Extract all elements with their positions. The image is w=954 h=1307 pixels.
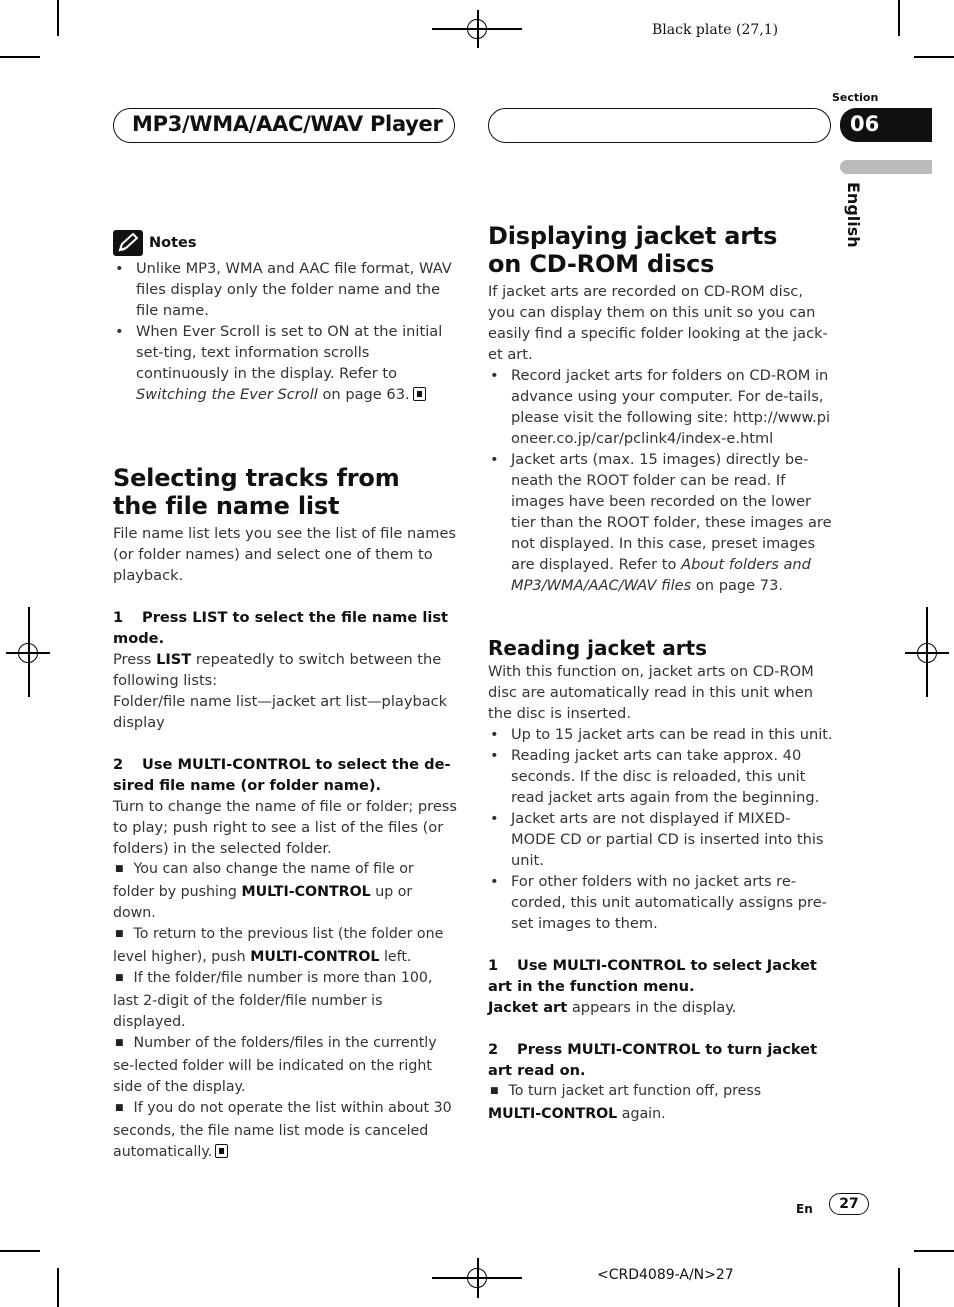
subsection-heading: Reading jacket arts	[488, 636, 708, 660]
crop-mark	[898, 0, 900, 36]
document-code: <CRD4089-A/N>27	[597, 1267, 734, 1283]
bullet-list	[488, 724, 833, 934]
section-heading: Displaying jacket arts on CD-ROM discs	[488, 222, 778, 278]
end-mark-icon	[215, 1144, 228, 1158]
crop-mark	[0, 56, 40, 58]
step-body: Press LIST repeatedly to switch between the following lists:	[113, 651, 442, 689]
crop-mark	[914, 56, 954, 58]
tip-item: ■ You can also change the name of file or folder by pushing MULTI-CONTROL up or down.	[113, 859, 458, 924]
step-body-lists: Folder/file name list—jacket art list—playback display	[113, 693, 448, 731]
end-mark-icon	[413, 387, 426, 401]
section-label: Section	[832, 91, 879, 104]
language-label: English	[844, 182, 863, 248]
section-number: 06	[850, 112, 880, 136]
left-column	[113, 230, 458, 1163]
tip-item: ■ If you do not operate the list within about 30 seconds, the file name list mode is canceled automatically.	[113, 1098, 458, 1163]
crop-mark	[0, 1250, 40, 1252]
step-heading: 1 Press LIST to select the file name list mode.	[113, 609, 449, 647]
tip-item: ■ If the folder/file number is more than 100, last 2-digit of the folder/file number is displayed.	[113, 968, 458, 1033]
step-heading: 2 Use MULTI-CONTROL to select the de-sired file name (or folder name).	[113, 756, 451, 794]
pencil-icon	[113, 230, 143, 256]
language-tab-bar	[840, 160, 932, 174]
header-blank-pill	[488, 108, 831, 143]
section-number-tab	[840, 108, 932, 142]
crop-mark	[914, 1250, 954, 1252]
step-body: Turn to change the name of file or folder; press to play; push right to see a list of the files (or folders) in the selected folder.	[113, 798, 458, 857]
tip-item: ■ To return to the previous list (the folder one level higher), push MULTI-CONTROL left.	[113, 924, 458, 968]
tip-item: ■ To turn jacket art function off, press MULTI-CONTROL again.	[488, 1081, 833, 1125]
page-number: 27	[829, 1193, 869, 1215]
intro-text: With this function on, jacket arts on CD-ROM disc are automatically read in this unit when the disc is inserted.	[488, 663, 814, 722]
bullet-list	[488, 365, 833, 596]
step-body: Jacket art appears in the display.	[488, 999, 737, 1016]
section-heading: Selecting tracks from the file name list	[113, 464, 400, 520]
bullet-item: • Reading jacket arts can take approx. 40 seconds. If the disc is reloaded, this unit read jacket arts again from the beginning.	[488, 745, 833, 808]
bullet-item: • For other folders with no jacket arts re-corded, this unit automatically assigns pre-set images to them.	[488, 871, 833, 934]
step-heading: 2 Press MULTI-CONTROL to turn jacket art read on.	[488, 1041, 818, 1079]
notes-header	[113, 230, 458, 256]
notes-item: • Unlike MP3, WMA and AAC file format, WAV files display only the folder name and the file name.	[113, 258, 458, 321]
right-column	[488, 222, 833, 1125]
notes-item: • When Ever Scroll is set to ON at the initial set-ting, text information scrolls continuously in the display. Refer to Switching the Ever Scroll on page 63.	[113, 321, 458, 405]
chapter-title-pill	[113, 108, 455, 143]
plate-label: Black plate (27,1)	[652, 22, 779, 38]
tip-item: ■ Number of the folders/files in the currently se-lected folder will be indicated on the right side of the display.	[113, 1033, 458, 1098]
language-code: En	[796, 1202, 813, 1216]
step-heading: 1 Use MULTI-CONTROL to select Jacket art in the function menu.	[488, 957, 817, 995]
intro-text: File name list lets you see the list of file names (or folder names) and select one of them to playback.	[113, 525, 457, 584]
bullet-item: • Jacket arts are not displayed if MIXED-MODE CD or partial CD is inserted into this unit.	[488, 808, 833, 871]
bullet-item: • Up to 15 jacket arts can be read in this unit.	[488, 724, 833, 745]
bullet-item: • Jacket arts (max. 15 images) directly be-neath the ROOT folder can be read. If images have been recorded on the lower tier than the ROOT folder, these images are not displayed. In this case, preset images are displayed. Refer to About folders and MP3/WMA/AAC/WAV files on page 73.	[488, 449, 833, 596]
intro-text: If jacket arts are recorded on CD-ROM disc, you can display them on this unit so you can easily find a specific folder looking at the jack-et art.	[488, 283, 828, 363]
crop-mark	[57, 1268, 59, 1307]
notes-list	[113, 258, 458, 405]
crop-mark	[57, 0, 59, 36]
crop-mark	[898, 1268, 900, 1307]
notes-label: Notes	[149, 234, 197, 251]
bullet-item: • Record jacket arts for folders on CD-ROM in advance using your computer. For de-tails, please visit the following site: http://www.pioneer.co.jp/car/pclink4/index-e.html	[488, 365, 833, 449]
chapter-title: MP3/WMA/AAC/WAV Player	[132, 112, 443, 136]
